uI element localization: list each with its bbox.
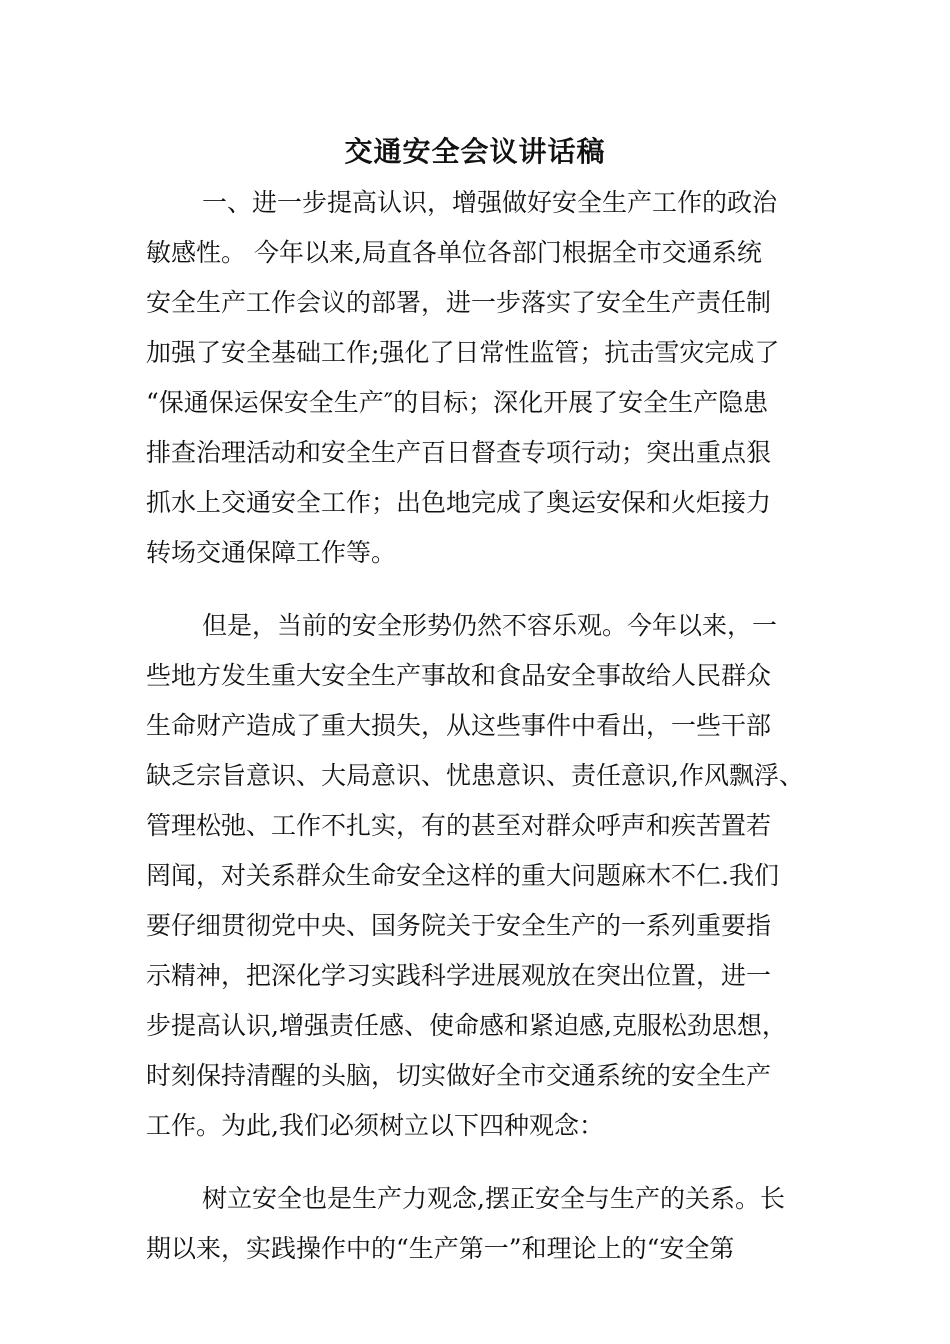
text-line: 要仔细贯彻党中央、国务院关于安全生产的一系列重要指 bbox=[146, 911, 772, 940]
text-line: 工作。为此,我们必须树立以下四种观念： bbox=[146, 1111, 604, 1140]
text-line: 生命财产造成了重大损失，从这些事件中看出，一些干部 bbox=[146, 711, 772, 740]
paragraph-3 bbox=[146, 1174, 816, 1274]
text-line: 树立安全也是生产力观念,摆正安全与生产的关系。长 bbox=[202, 1184, 785, 1213]
paragraph-1 bbox=[146, 178, 816, 578]
text-line: 但是，当前的安全形势仍然不容乐观。今年以来，一 bbox=[202, 611, 778, 640]
text-line: 敏感性。 今年以来,局直各单位各部门根据全市交通系统 bbox=[146, 238, 762, 267]
text-line: 排查治理活动和安全生产百日督查专项行动；突出重点狠 bbox=[146, 438, 772, 467]
text-line: 些地方发生重大安全生产事故和食品安全事故给人民群众 bbox=[146, 661, 772, 690]
text-line: 步提高认识,增强责任感、使命感和紧迫感,克服松劲思想， bbox=[146, 1011, 787, 1040]
text-line: 抓水上交通安全工作；出色地完成了奥运安保和火炬接力 bbox=[146, 488, 772, 517]
text-line: 加强了安全基础工作;强化了日常性监管；抗击雪灾完成了 bbox=[146, 338, 780, 367]
text-line: 安全生产工作会议的部署，进一步落实了安全生产责任制 bbox=[146, 288, 772, 317]
text-line: 期以来，实践操作中的“生产第一”和理论上的“安全第 bbox=[146, 1234, 735, 1263]
text-line: “保通保运保安全生产″的目标；深化开展了安全生产隐患 bbox=[146, 388, 769, 417]
paragraph-2 bbox=[146, 601, 816, 1151]
text-line: 转场交通保障工作等。 bbox=[146, 538, 397, 567]
text-line: 罔闻，对关系群众生命安全这样的重大问题麻木不仁.我们 bbox=[146, 861, 779, 890]
text-line: 一、进一步提高认识，增强做好安全生产工作的政治 bbox=[202, 188, 778, 217]
paragraph-gap bbox=[146, 1151, 816, 1174]
text-line: 示精神，把深化学习实践科学进展观放在突出位置，进一 bbox=[146, 961, 772, 990]
text-line: 管理松弛、工作不扎实，有的甚至对群众呼声和疾苦置若 bbox=[146, 811, 772, 840]
text-line: 缺乏宗旨意识、大局意识、忧患意识、责任意识,作风飘浮、 bbox=[146, 761, 804, 790]
paragraph-gap bbox=[146, 578, 816, 601]
text-line: 时刻保持清醒的头脑，切实做好全市交通系统的安全生产 bbox=[146, 1061, 772, 1090]
document-body bbox=[146, 178, 816, 1274]
document-title: 交通安全会议讲话稿 bbox=[344, 135, 606, 168]
